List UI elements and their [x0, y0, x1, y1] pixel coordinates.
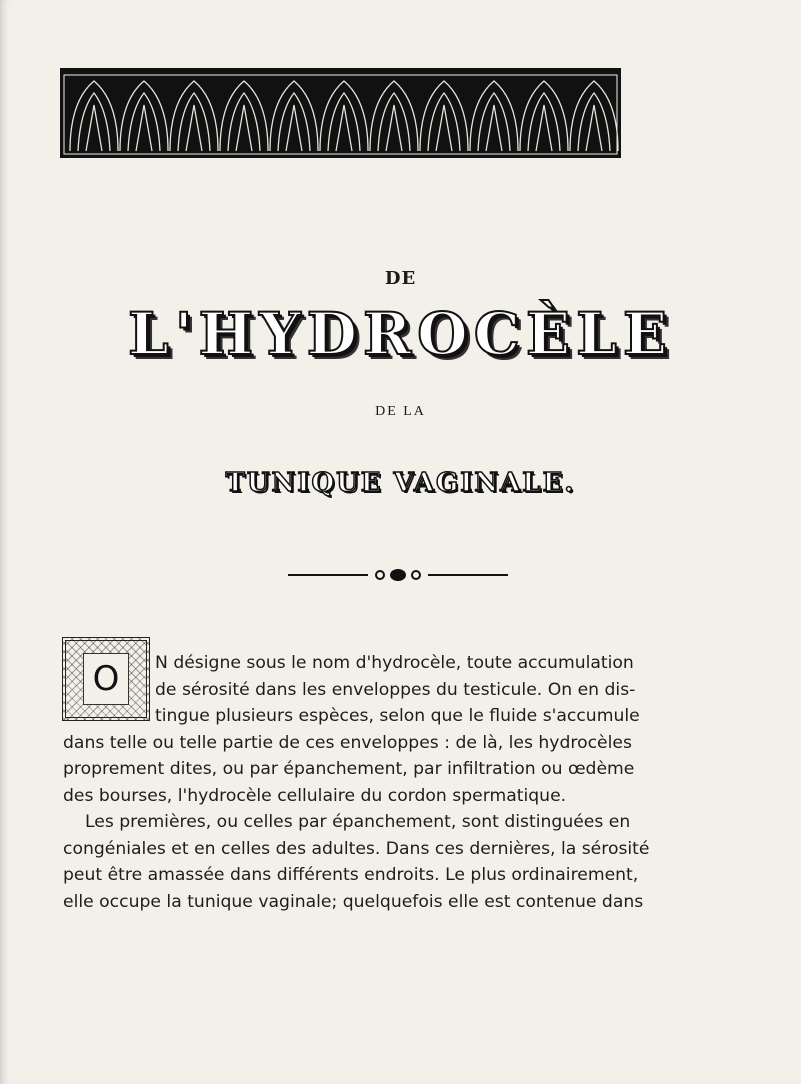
text-line: proprement dites, ou par épanchement, par infiltration ou œdème	[63, 759, 635, 779]
text-line: des bourses, l'hydrocèle cellulaire du cordon spermatique.	[63, 785, 567, 806]
body-text	[63, 650, 650, 915]
ornamental-headpiece	[60, 68, 621, 158]
text-line: tingue plusieurs espèces, selon que le fluide s'accumule	[155, 706, 640, 726]
text-line: N désigne sous le nom d'hydrocèle, toute accumulation	[155, 653, 634, 673]
subtitle: TUNIQUE VAGINALE.	[225, 468, 576, 498]
text-line: elle occupe la tunique vaginale; quelquefois elle est contenue dans	[63, 891, 644, 912]
main-title: L'HYDROCÈLE	[127, 300, 674, 368]
ornamental-divider	[288, 566, 508, 584]
text-line: dans telle ou telle partie de ces enveloppes : de là, les hydrocèles	[63, 732, 632, 753]
text-line: congéniales et en celles des adultes. Dans ces dernières, la sérosité	[63, 838, 650, 859]
paragraph-2	[63, 809, 650, 915]
text-line: de sérosité dans les enveloppes du testicule. On en dis-	[155, 679, 636, 700]
initial-letter: O	[92, 659, 120, 699]
text-line: Les premières, ou celles par épanchement, sont distinguées en	[85, 812, 631, 832]
title-connector: DE LA	[375, 404, 426, 419]
paragraph-1	[63, 650, 640, 809]
text-line: peut être amassée dans différents endroits. Le plus ordinairement,	[63, 865, 639, 885]
title-prefix: DE	[384, 268, 417, 289]
